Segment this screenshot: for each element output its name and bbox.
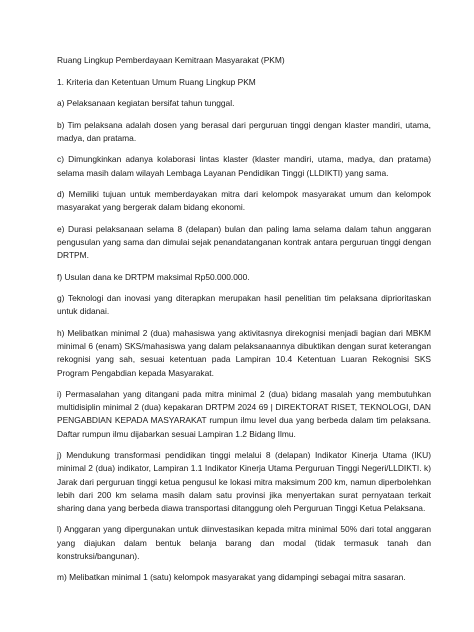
document-title: Ruang Lingkup Pemberdayaan Kemitraan Masyarakat (PKM) [57,55,285,65]
criteria-item-i: i) Permasalahan yang ditangani pada mitra minimal 2 (dua) bidang masalah yang membutuhkan multidisiplin minimal 2 (dua) kepakaran DRTPM 2024 69 | DIREKTORAT RISET, TEKNOLOGI, DAN PENGABDIAN KEPADA MASYARAKAT rumpun ilmu level dua yang berbeda dalam tim pelaksana. Daftar rumpun ilmu dijabarkan sesuai Lampiran 1.2 Bidang Ilmu. [57,389,431,439]
criteria-item-h: h) Melibatkan minimal 2 (dua) mahasiswa yang aktivitasnya direkognisi menjadi bagian dari MBKM minimal 6 (enam) SKS/mahasiswa yang dalam pelaksanaannya dibuktikan dengan surat keterangan rekognisi yang sah, sesuai ketentuan pada Lampiran 10.4 Ketentuan Luaran Rekognisi SKS Program Pengabdian kepada Masyarakat. [57,327,431,378]
criteria-item-d: d) Memiliki tujuan untuk memberdayakan mitra dari kelompok masyarakat umum dan kelompok masyarakat yang bergerak dalam bidang ekonomi. [57,189,431,213]
criteria-item-f: f) Usulan dana ke DRTPM maksimal Rp50.000.000. [57,271,250,282]
criteria-item-g: g) Teknologi dan inovasi yang diterapkan merupakan hasil penelitian tim pelaksana diprioritaskan untuk didanai. [57,293,431,317]
criteria-item-a: a) Pelaksanaan kegiatan bersifat tahun tunggal. [57,98,235,109]
criteria-item-e: e) Durasi pelaksanaan selama 8 (delapan) bulan dan paling lama selama dalam tahun anggaran pengusulan yang sama dan dimulai sejak penandatanganan kontrak antara perguruan tinggi dengan DRTPM. [57,223,431,261]
criteria-item-c: c) Dimungkinkan adanya kolaborasi lintas klaster (klaster mandiri, utama, madya, dan pratama) selama masih dalam wilayah Lembaga Layanan Pendidikan Tinggi (LLDIKTI) yang sama. [57,154,431,178]
criteria-item-j-k: j) Mendukung transformasi pendidikan tinggi melalui 8 (delapan) Indikator Kinerja Utama (IKU) minimal 2 (dua) indikator, Lampiran 1.1 Indikator Kinerja Utama Perguruan Tinggi Negeri/LLDIKTI. k) Jarak dari perguruan tinggi ketua pengusul ke lokasi mitra maksimum 200 km, namun diperbolehkan lebih dari 200 km selama masih dalam satu provinsi jika menyertakan surat pernyataan terkait sharing dana yang berbeda diawa transportasi ditanggung oleh Perguruan Tinggi Ketua Pelaksana. [57,450,431,513]
section-heading: 1. Kriteria dan Ketentuan Umum Ruang Lingkup PKM [57,76,256,87]
criteria-item-b: b) Tim pelaksana adalah dosen yang berasal dari perguruan tinggi dengan klaster mandiri, utama, madya, dan pratama. [57,119,431,143]
document-page [57,54,431,593]
criteria-item-m: m) Melibatkan minimal 1 (satu) kelompok masyarakat yang didampingi sebagai mitra sasaran. [57,572,406,583]
criteria-item-l: l) Anggaran yang dipergunakan untuk diinvestasikan kepada mitra minimal 50% dari total anggaran yang diajukan dalam bentuk belanja barang dan modal (tidak termasuk tanah dan konstruksi/bangunan). [57,524,431,561]
